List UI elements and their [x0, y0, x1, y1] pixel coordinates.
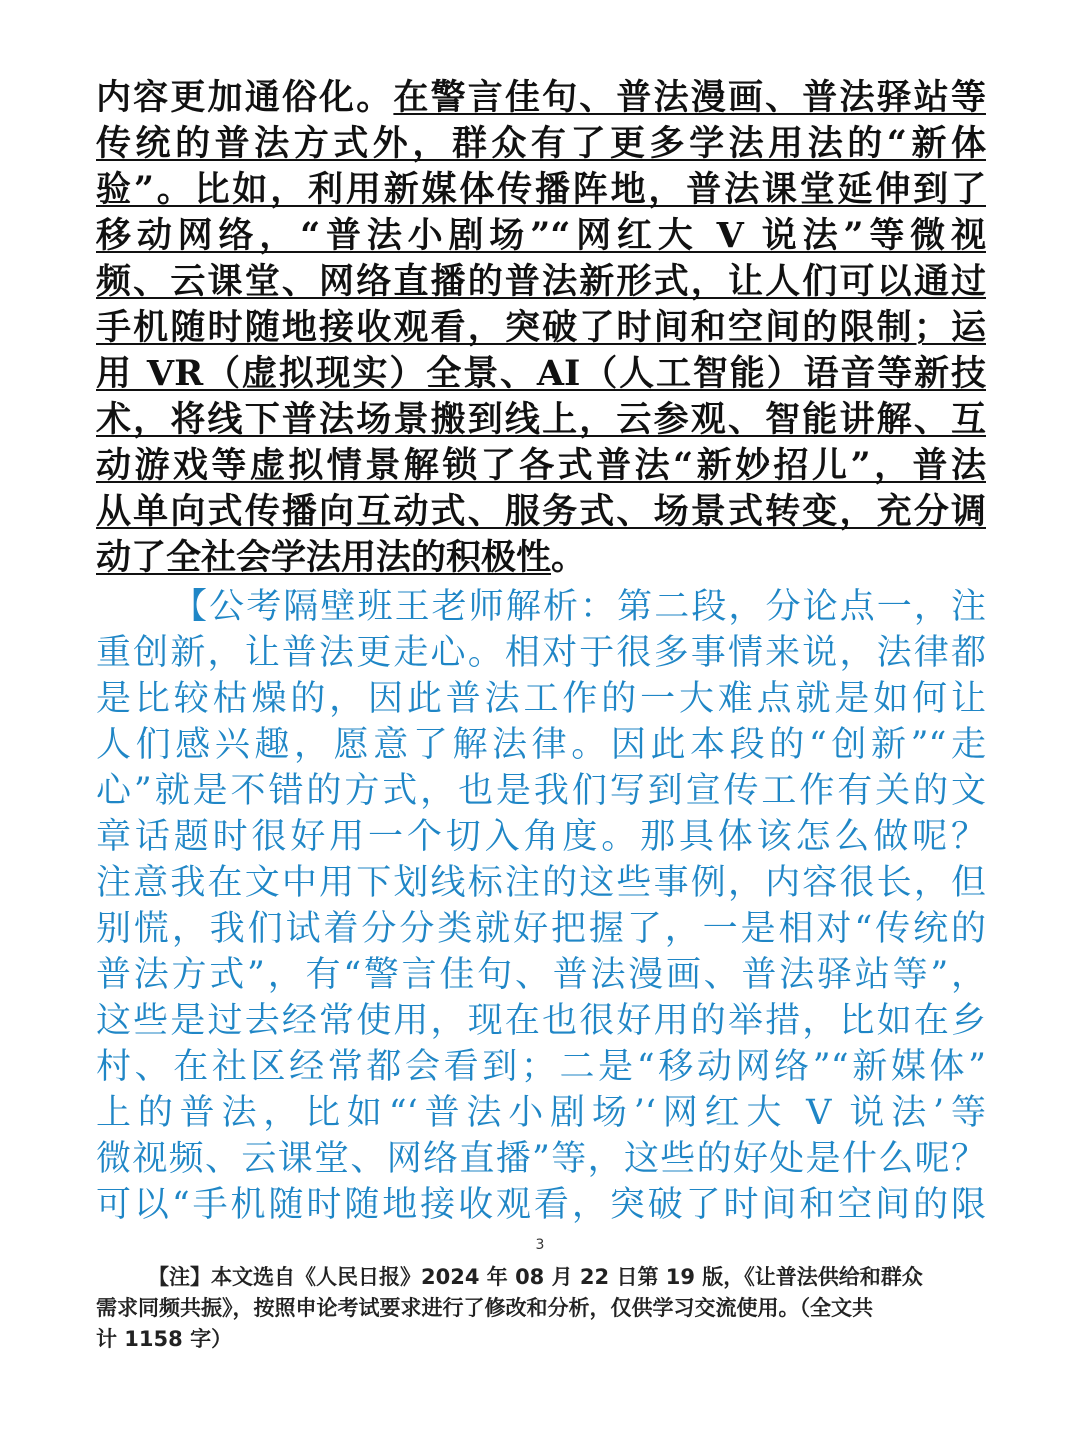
- page-number: 3: [535, 1237, 545, 1253]
- analysis-line: 注意我在文中用下划线标注的这些事例，内容很长，但: [96, 863, 986, 903]
- underlined-text: 手机随时随地接收观看，突破了时间和空间的限制；运: [96, 307, 986, 348]
- analysis-line: 【公考隔壁班王老师解析：第二段，分论点一，注: [172, 587, 986, 627]
- underlined-text: 在警言佳句、普法漫画、普法驿站等: [393, 77, 986, 118]
- body-line: [96, 397, 986, 443]
- body-line: [96, 443, 986, 489]
- body-line: [96, 535, 986, 581]
- footnote-line: 【注】本文选自《人民日报》2024 年 08 月 22 日第 19 版，《让普法供给和群众: [148, 1265, 923, 1289]
- body-line: [96, 75, 986, 121]
- body-line: [96, 305, 986, 351]
- analysis-line: 别慌，我们试着分分类就好把握了，一是相对“传统的: [96, 909, 986, 949]
- body-text: 。: [551, 537, 587, 578]
- analysis-line: 可以“手机随时随地接收观看，突破了时间和空间的限: [96, 1185, 986, 1225]
- body-line: [96, 167, 986, 213]
- underlined-text: 动了全社会学法用法的积极性: [96, 537, 552, 578]
- body-line: [96, 489, 986, 535]
- underlined-text: 从单向式传播向互动式、服务式、场景式转变，充分调: [96, 491, 986, 532]
- underlined-text: 用 VR（虚拟现实）全景、AI（人工智能）语音等新技: [96, 353, 986, 394]
- underlined-text: 传统的普法方式外，群众有了更多学法用法的“新体: [96, 123, 986, 164]
- footnote-line: 需求同频共振》，按照申论考试要求进行了修改和分析，仅供学习交流使用。（全文共: [96, 1296, 873, 1320]
- analysis-line: 普法方式”，有“警言佳句、普法漫画、普法驿站等”，: [96, 955, 986, 995]
- underlined-text: 频、云课堂、网络直播的普法新形式，让人们可以通过: [96, 261, 986, 302]
- underlined-text: 移动网络，“普法小剧场”“网红大 V 说法”等微视: [96, 215, 986, 256]
- analysis-line: 上的普法，比如“‘普法小剧场’‘网红大 V 说法’等: [96, 1093, 986, 1133]
- body-line: [96, 213, 986, 259]
- underlined-text: 动游戏等虚拟情景解锁了各式普法“新妙招儿”，普法: [96, 445, 986, 486]
- analysis-line: 人们感兴趣，愿意了解法律。因此本段的“创新”“走: [96, 725, 986, 765]
- footnote-line: 计 1158 字）: [96, 1327, 233, 1351]
- analysis-line: 重创新，让普法更走心。相对于很多事情来说，法律都: [96, 633, 986, 673]
- analysis-line: 微视频、云课堂、网络直播”等，这些的好处是什么呢？: [96, 1139, 986, 1179]
- body-line: [96, 121, 986, 167]
- analysis-line: 这些是过去经常使用，现在也很好用的举措，比如在乡: [96, 1001, 986, 1041]
- body-line: [96, 259, 986, 305]
- analysis-line: 心”就是不错的方式，也是我们写到宣传工作有关的文: [96, 771, 986, 811]
- underlined-text: 验”。比如，利用新媒体传播阵地，普法课堂延伸到了: [96, 169, 986, 210]
- body-line: [96, 351, 986, 397]
- analysis-line: 是比较枯燥的，因此普法工作的一大难点就是如何让: [96, 679, 986, 719]
- body-text: 内容更加通俗化。: [96, 77, 394, 118]
- underlined-text: 术，将线下普法场景搬到线上，云参观、智能讲解、互: [96, 399, 986, 440]
- analysis-line: 章话题时很好用一个切入角度。那具体该怎么做呢？: [96, 817, 986, 857]
- analysis-line: 村、在社区经常都会看到；二是“移动网络”“新媒体”: [96, 1047, 986, 1087]
